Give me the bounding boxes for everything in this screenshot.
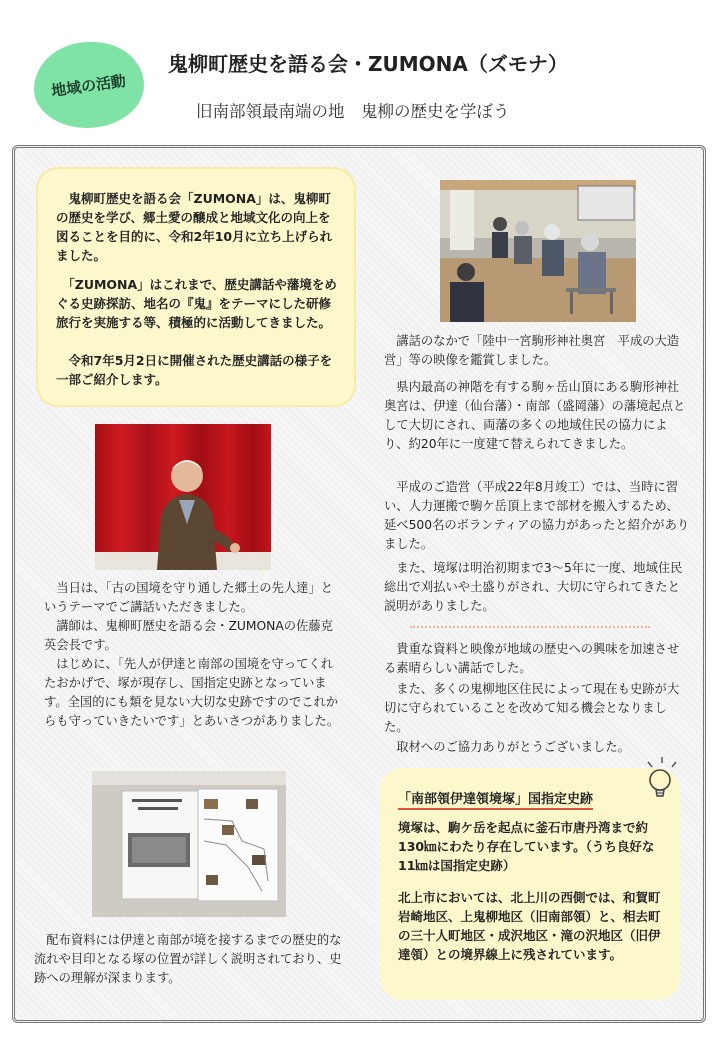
- audience-photo: [440, 180, 636, 322]
- right-paragraph-5: 貴重な資料と映像が地域の歴史への興味を加速させる素晴らしい講話でした。: [384, 642, 680, 675]
- section-divider: [410, 626, 650, 628]
- intro-box: [36, 167, 356, 407]
- lightbulb-icon: [644, 756, 680, 806]
- intro-paragraph-3: 令和7年5月2日に開催された歴史講話の様子を一部ご紹介します。: [56, 353, 333, 387]
- right-paragraph-7: 取材へのご協力ありがとうございました。: [384, 740, 630, 754]
- left-paragraph-3: はじめに、「先人が伊達と南部の国境を守ってくれたおかげで、塚が現存し、国指定史跡となっています。全国的にも類を見ない大切な史跡ですのでこれからも守っていきたいです」とあいさつがありました。: [44, 657, 340, 728]
- left-paragraph-2: 講師は、鬼柳町歴史を語る会・ZUMONAの佐藤克英会長です。: [44, 619, 333, 652]
- right-paragraph-1: 講話のなかで「陸中一宮駒形神社奥宮 平成の大造営」等の映像を鑑賞しました。: [384, 334, 680, 367]
- intro-paragraph-1: 鬼柳町歴史を語る会「ZUMONA」は、鬼柳町の歴史を学び、郷土愛の醸成と地域文化の向上を図ることを目的に、令和2年10月に立ち上げられました。: [56, 191, 333, 263]
- right-paragraph-2: 県内最高の神階を有する駒ヶ岳山頂にある駒形神社奥宮は、伊達（仙台藩）・南部（盛岡藩）の藩境起点として大切にされ、両藩の多くの地域住民の協力により、約20年に一度建て替えられてきました。: [384, 380, 686, 451]
- speaker-photo: [95, 424, 271, 570]
- info-paragraph-1: 境塚は、駒ケ岳を起点に釜石市唐丹湾まで約130㎞にわたり存在しています。（うち良好な11㎞は国指定史跡）: [398, 820, 655, 873]
- right-paragraph-4: また、境塚は明治初期まで3～5年に一度、地域住民総出で刈払いや土盛りがされ、大切に守られてきたと説明がありました。: [384, 561, 683, 613]
- info-heading: 「南部領伊達領境塚」国指定史跡: [398, 788, 593, 810]
- left-paragraph-1: 当日は、「古の国境を守り通した郷土の先人達」というテーマでご講話いただきました。: [44, 581, 333, 614]
- right-paragraph-3: 平成のご造営（平成22年8月竣工）では、当時に習い、人力運搬で駒ケ岳頂上まで部材を搬入するため、延べ500名のボランティアの協力があったと紹介がありました。: [384, 480, 690, 551]
- page-title: 鬼柳町歴史を語る会・ZUMONA（ズモナ）: [168, 52, 568, 76]
- left-paragraph-4: 配布資料には伊達と南部が境を接するまでの歴史的な流れや目印となる塚の位置が詳しく説明されており、史跡への理解が深まります。: [34, 933, 342, 985]
- info-paragraph-2: 北上市においては、北上川の西側では、和賀町岩崎地区、上鬼柳地区（旧南部領）と、相去町の三十人町地区・成沢地区・滝の沢地区（旧伊達領）との境界線上に残されています。: [398, 890, 661, 962]
- badge-label: 地域の活動: [50, 71, 128, 100]
- handout-photo: [92, 771, 286, 917]
- historic-site-info-box: [380, 768, 680, 1000]
- activity-badge: [34, 42, 144, 128]
- intro-paragraph-2: 「ZUMONA」はこれまで、歴史講話や藩境をめぐる史跡探訪、地名の『鬼』をテーマにした研修旅行を実施する等、積極的に活動してきました。: [56, 277, 337, 330]
- right-paragraph-6: また、多くの鬼柳地区住民によって現在も史跡が大切に守られていることを改めて知る機会となりました。: [384, 682, 680, 734]
- page-subtitle: 旧南部領最南端の地 鬼柳の歴史を学ぼう: [196, 102, 510, 121]
